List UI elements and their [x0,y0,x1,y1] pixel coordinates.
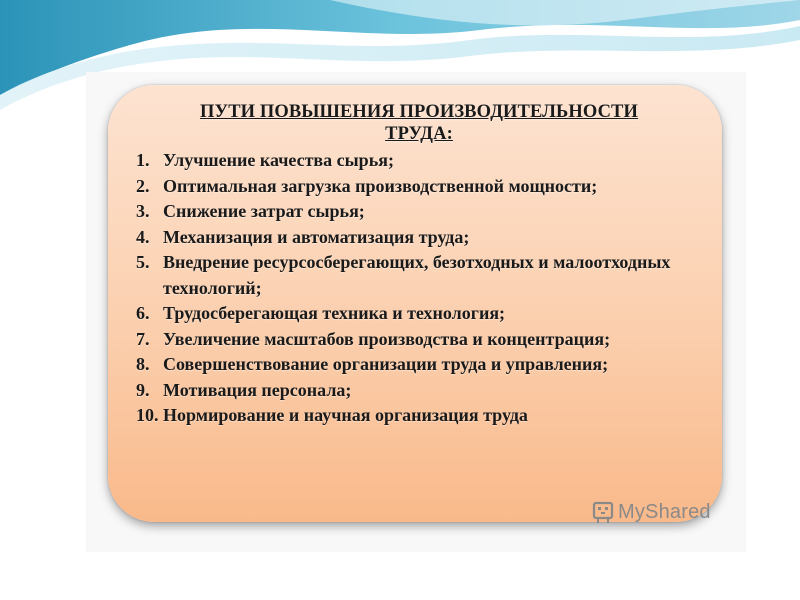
list-item-number: 9. [136,379,150,400]
measures-list [136,148,702,429]
list-item-text: Мотивация персонала; [163,379,352,400]
myshared-logo-icon [590,499,616,525]
list-item-text: Нормирование и научная организация труда [163,405,528,425]
list-item-text: Оптимальная загрузка производственной мощности; [163,175,598,196]
list-item-text: Внедрение ресурсосберегающих, безотходных и малоотходных технологий; [163,252,671,298]
list-item [136,352,702,378]
list-item [136,250,702,301]
list-item-number: 8. [136,354,150,374]
list-item-number: 10. [136,405,159,425]
list-item-number: 3. [136,201,150,221]
slide-title-line-1: ПУТИ ПОВЫШЕНИЯ ПРОИЗВОДИТЕЛЬНОСТИ [200,102,638,122]
slide-title [136,101,702,145]
content-card [108,85,722,522]
list-item [136,174,702,200]
list-item-number: 6. [136,303,150,323]
list-item [136,301,702,327]
list-item [136,148,702,174]
slide-title-line-2: ТРУДА: [385,124,453,144]
list-item-text: Механизация и автоматизация труда; [163,226,470,247]
list-item-text: Совершенствование организации труда и управления; [163,354,609,374]
list-item [136,225,702,251]
list-item-text: Снижение затрат сырья; [163,201,365,221]
list-item-text: Улучшение качества сырья; [163,150,394,170]
list-item-text: Трудосберегающая техника и технология; [163,303,506,323]
list-item-number: 1. [136,150,150,170]
myshared-watermark [590,498,730,526]
list-item [136,199,702,225]
list-item-number: 7. [136,328,150,349]
myshared-brand-text: MyShared [618,500,711,523]
list-item-number: 5. [136,252,150,272]
list-item-number: 2. [136,175,150,196]
list-item-number: 4. [136,226,150,247]
list-item [136,403,702,429]
list-item-text: Увеличение масштабов производства и концентрация; [163,328,611,349]
list-item [136,378,702,404]
list-item [136,327,702,353]
